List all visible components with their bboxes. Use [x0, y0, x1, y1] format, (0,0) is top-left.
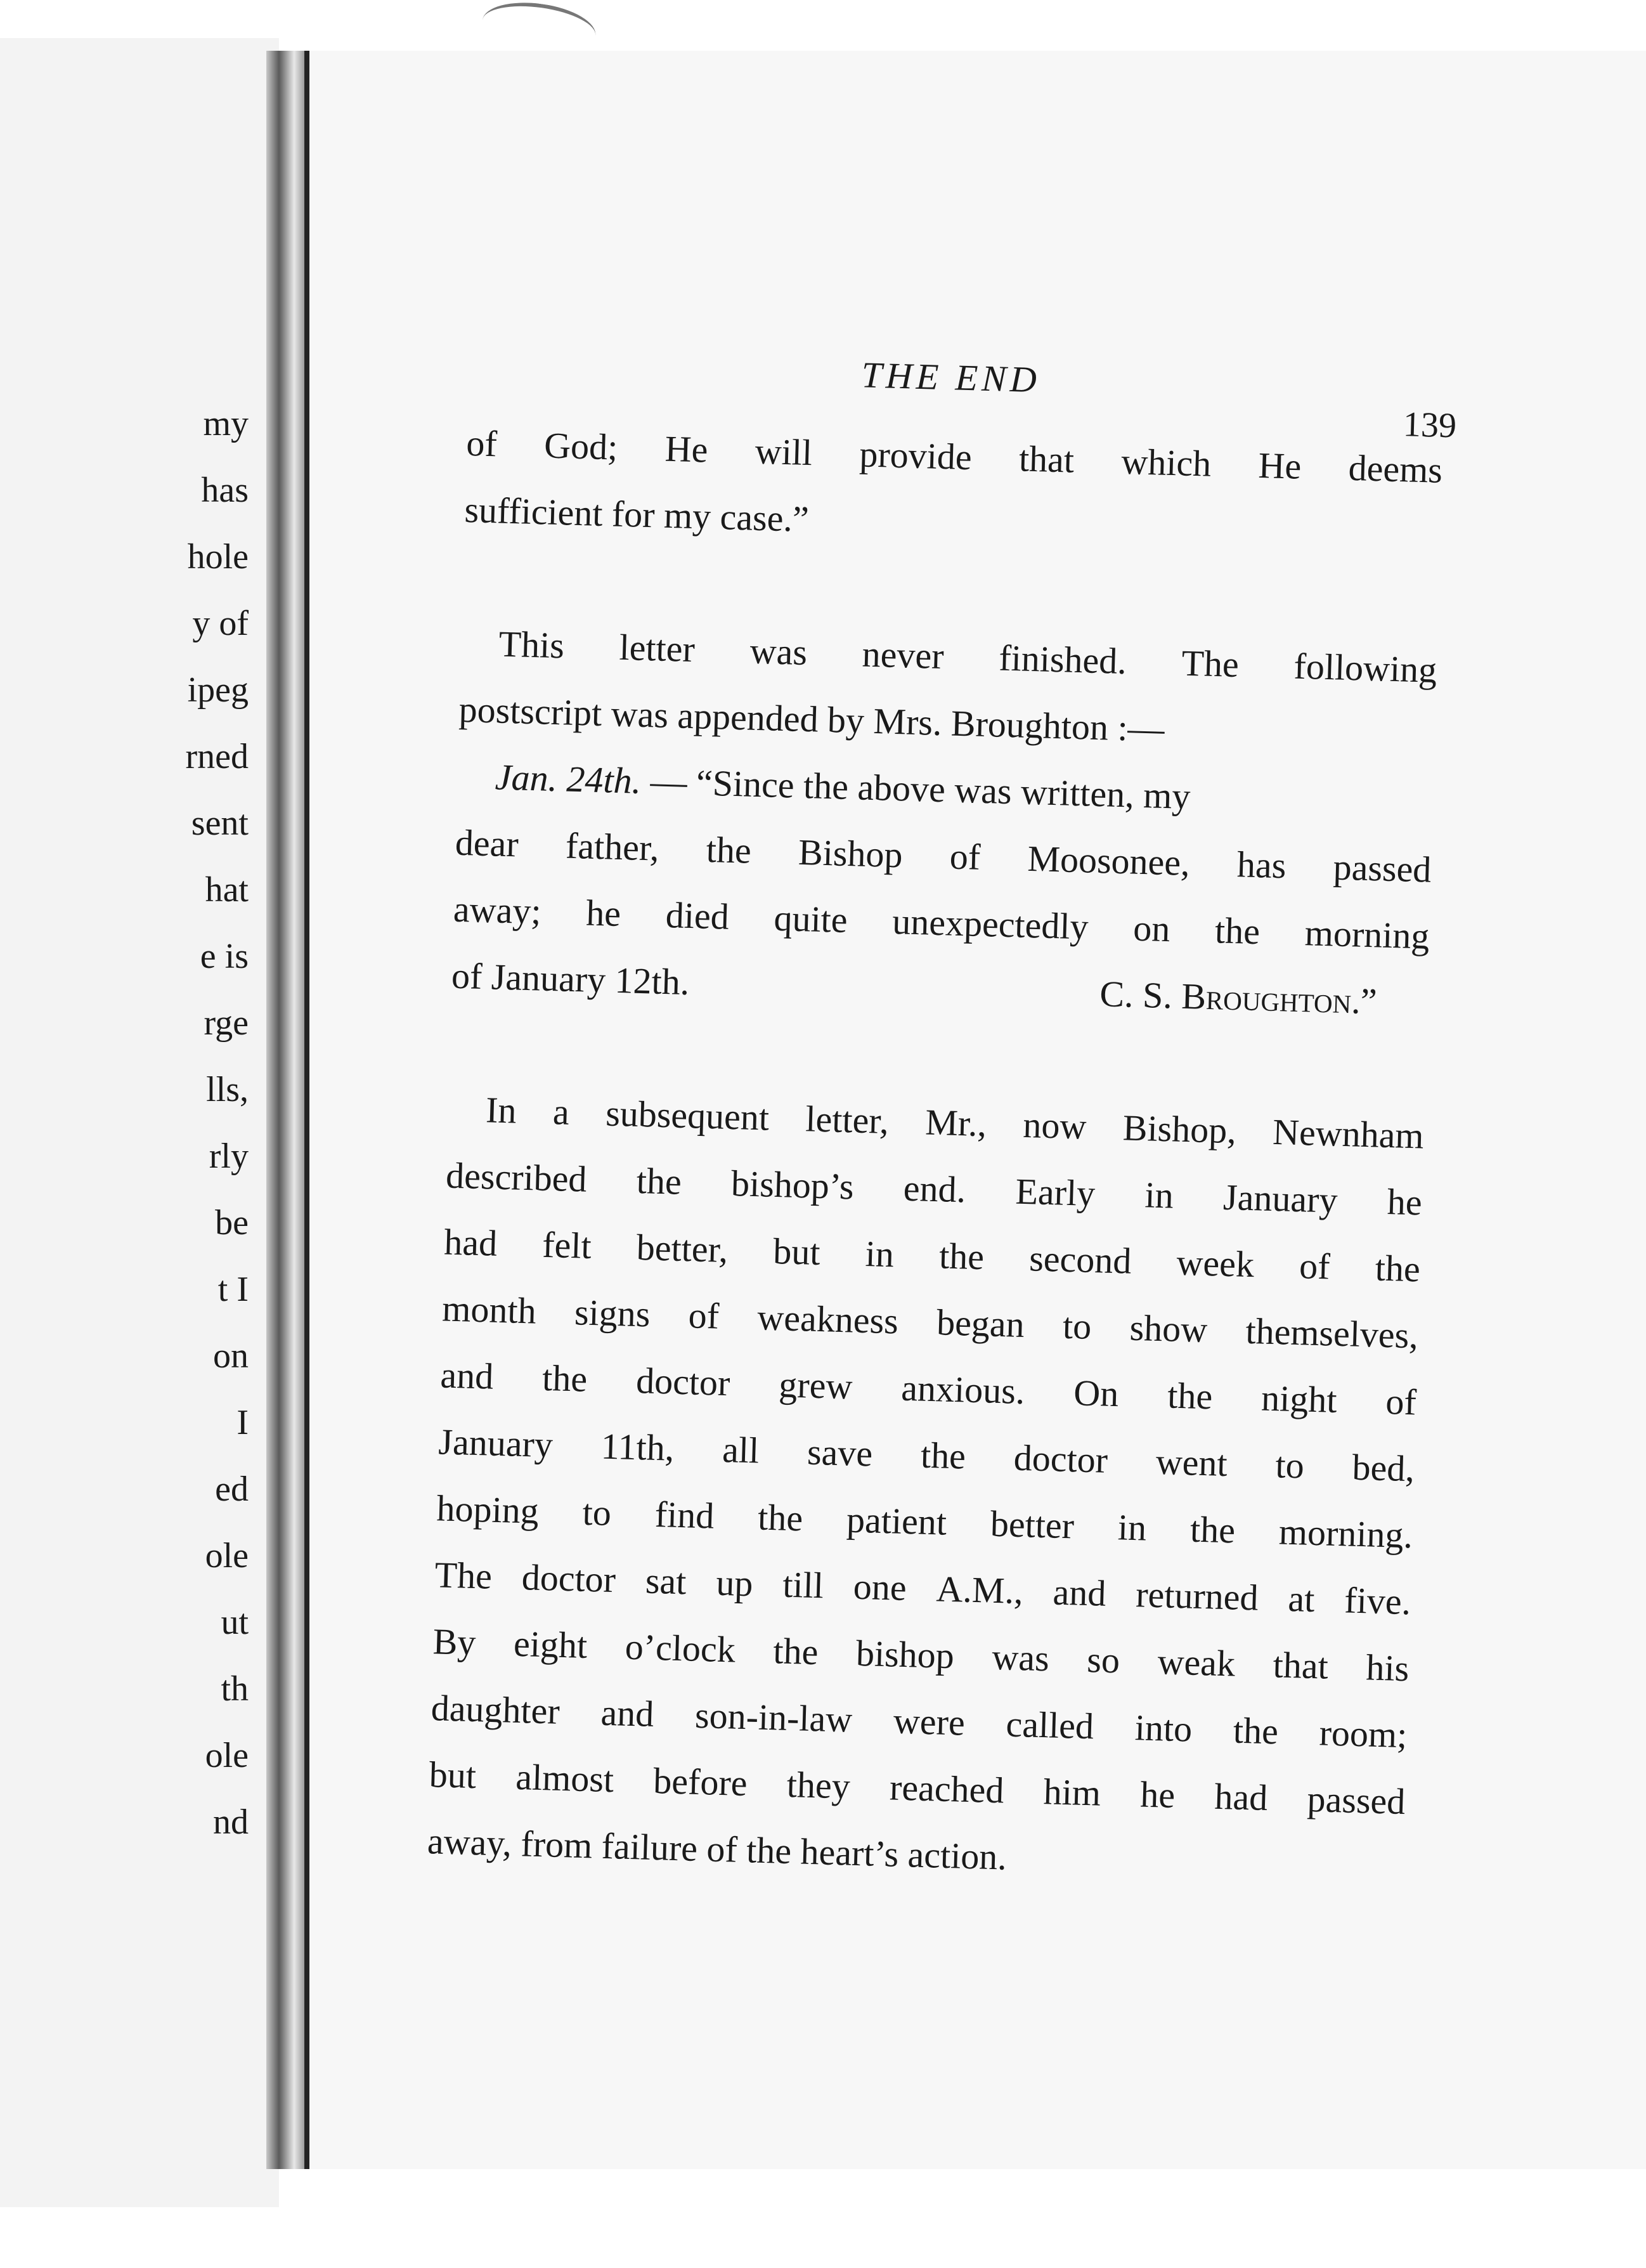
word: a — [552, 1091, 570, 1133]
word: of — [687, 1294, 720, 1337]
word: son-in-law — [694, 1694, 853, 1740]
left-page-fragment: rly — [209, 1137, 249, 1176]
word: doctor — [521, 1556, 616, 1601]
word: on — [1132, 907, 1171, 950]
word: 11th, — [600, 1425, 675, 1469]
word: the — [541, 1357, 588, 1400]
left-page-fragment: rned — [185, 737, 249, 776]
word: find — [654, 1493, 715, 1537]
word: had — [443, 1221, 498, 1264]
word: month — [441, 1287, 537, 1332]
word: in — [864, 1233, 895, 1275]
left-page-fragment: ed — [215, 1470, 249, 1509]
word: has — [1236, 844, 1287, 887]
word: returned — [1135, 1574, 1259, 1619]
running-head: THE END — [860, 354, 1041, 401]
word: doctor — [635, 1360, 731, 1404]
word: of — [465, 422, 498, 465]
word: Moosonee, — [1027, 837, 1191, 884]
word: night — [1260, 1377, 1338, 1421]
word: the — [772, 1630, 819, 1673]
word: bishop’s — [730, 1163, 855, 1208]
word: God; — [543, 424, 619, 468]
text-line-body: away, from failure of the heart’s action. — [427, 1820, 1008, 1878]
word: at — [1287, 1577, 1316, 1620]
left-page-fragment: has — [201, 471, 249, 510]
word: and — [1052, 1571, 1107, 1614]
word: The — [434, 1554, 493, 1597]
word: he — [1387, 1180, 1423, 1223]
word: themselves, — [1245, 1310, 1419, 1357]
word: away; — [453, 888, 542, 932]
word: to — [1274, 1444, 1305, 1487]
word: show — [1129, 1307, 1209, 1351]
word: Bishop — [798, 831, 904, 876]
left-page-fragment: nd — [213, 1802, 249, 1842]
word: In — [485, 1089, 517, 1131]
word: was — [991, 1636, 1050, 1679]
word: On — [1073, 1372, 1120, 1415]
word: to — [1062, 1305, 1092, 1347]
word: Newnham — [1272, 1111, 1425, 1157]
word: He — [1257, 444, 1302, 487]
word: his — [1365, 1646, 1410, 1690]
word: o’clock — [625, 1626, 736, 1671]
word: was — [749, 630, 808, 674]
left-page-fragment: ole — [205, 1736, 249, 1775]
word: save — [807, 1431, 874, 1475]
word: eight — [513, 1622, 588, 1666]
word: second — [1028, 1237, 1132, 1282]
word: which — [1120, 440, 1212, 485]
left-page-fragment: ut — [221, 1603, 249, 1642]
left-page-fragment: sent — [191, 804, 249, 843]
word: had — [1214, 1775, 1269, 1819]
word: of — [949, 835, 982, 878]
word: so — [1086, 1639, 1120, 1681]
word: the — [1214, 909, 1260, 953]
date-label: Jan. 24th. — [494, 756, 642, 802]
left-page-fragment: I — [237, 1403, 249, 1442]
word: the — [757, 1496, 804, 1539]
word: the — [938, 1235, 985, 1278]
word: called — [1005, 1703, 1094, 1747]
word: room; — [1318, 1712, 1408, 1756]
word: and — [600, 1691, 655, 1735]
word: morning. — [1278, 1511, 1413, 1556]
word: the — [706, 828, 752, 871]
word: This — [498, 623, 565, 667]
word: deems — [1347, 446, 1443, 491]
word: The — [1181, 642, 1240, 686]
word: end. — [903, 1167, 967, 1211]
word: bed, — [1351, 1446, 1415, 1490]
word: father, — [565, 824, 660, 869]
left-page-fragment: on — [213, 1336, 249, 1376]
left-page — [0, 38, 279, 2207]
word: that — [1018, 438, 1075, 481]
word: Mr., — [924, 1101, 987, 1145]
word: reached — [889, 1766, 1005, 1811]
word: one — [853, 1565, 907, 1609]
word: he — [1139, 1773, 1176, 1816]
word: better — [990, 1502, 1075, 1547]
word: up — [715, 1561, 754, 1605]
word: better, — [636, 1226, 729, 1270]
word: anxious. — [900, 1367, 1026, 1412]
word: never — [861, 633, 945, 677]
left-page-fragment: t I — [217, 1270, 249, 1309]
left-page-fragment: y of — [192, 604, 249, 643]
word: weakness — [756, 1296, 899, 1342]
word: quite — [773, 897, 848, 941]
word: he — [585, 892, 621, 935]
word: will — [754, 430, 813, 474]
word: five. — [1344, 1579, 1411, 1623]
word: before — [652, 1760, 748, 1804]
word: dear — [455, 821, 519, 865]
word: were — [893, 1700, 966, 1743]
word: described — [445, 1154, 588, 1200]
word: following — [1293, 645, 1438, 691]
word: felt — [541, 1223, 592, 1267]
left-page-fragment: my — [203, 404, 249, 443]
word: into — [1134, 1707, 1193, 1750]
text-line-body: — “Since the above was written, my — [640, 760, 1191, 818]
text-line-body: of January 12th. — [451, 955, 690, 1003]
left-page-fragment: lls, — [206, 1070, 249, 1109]
word: doctor — [1013, 1437, 1108, 1481]
word: till — [782, 1563, 824, 1606]
word: all — [722, 1428, 760, 1471]
word: and — [439, 1354, 495, 1397]
word: provide — [859, 433, 973, 478]
word: the — [1167, 1374, 1214, 1418]
word: but — [429, 1754, 477, 1797]
word: went — [1155, 1440, 1228, 1485]
word: that — [1272, 1644, 1329, 1687]
word: daughter — [430, 1687, 561, 1732]
left-page-fragment: e is — [200, 937, 249, 976]
word: grew — [778, 1364, 853, 1407]
word: of — [1299, 1245, 1331, 1287]
word: the — [1375, 1247, 1421, 1290]
word: him — [1042, 1771, 1101, 1814]
word: bishop — [855, 1632, 955, 1677]
word: but — [772, 1230, 821, 1274]
word: Early — [1014, 1170, 1096, 1215]
word: January — [437, 1421, 554, 1466]
word: the — [636, 1159, 682, 1202]
word: died — [665, 894, 730, 937]
word: in — [1117, 1506, 1148, 1549]
word: passed — [1332, 846, 1432, 890]
word: letter — [618, 626, 696, 670]
word: passed — [1306, 1778, 1406, 1823]
word: unexpectedly — [891, 901, 1089, 948]
word: morning — [1304, 912, 1430, 957]
left-page-fragment: ole — [205, 1536, 249, 1575]
signature: C. S. Broughton.” — [1099, 973, 1378, 1022]
left-page-fragment: hole — [187, 537, 249, 577]
left-page-fragment: hat — [205, 870, 249, 909]
word: the — [1189, 1508, 1236, 1551]
word: now — [1022, 1104, 1087, 1147]
text-line-body: sufficient for my case.” — [463, 488, 810, 540]
text-line-body: postscript was appended by Mrs. Broughton :— — [458, 688, 1165, 750]
word: of — [1385, 1381, 1417, 1423]
word: they — [786, 1763, 851, 1807]
word: in — [1144, 1174, 1174, 1216]
word: By — [432, 1620, 477, 1664]
word: almost — [515, 1756, 614, 1801]
word: weak — [1157, 1641, 1236, 1685]
word: letter, — [805, 1098, 890, 1142]
word: week — [1176, 1241, 1255, 1286]
page-number: 139 — [1403, 405, 1457, 446]
word: signs — [574, 1291, 651, 1335]
word: the — [1233, 1709, 1279, 1752]
left-page-fragment: ipeg — [187, 670, 249, 710]
word: began — [936, 1301, 1025, 1346]
word: the — [920, 1434, 966, 1477]
left-page-fragment: rge — [204, 1003, 249, 1043]
word: to — [581, 1491, 612, 1534]
left-page-fragment: th — [221, 1669, 249, 1709]
word: A.M., — [935, 1568, 1024, 1612]
word: hoping — [436, 1487, 540, 1532]
word: patient — [846, 1499, 947, 1543]
left-page-fragment: be — [215, 1203, 249, 1242]
word: January — [1222, 1176, 1338, 1221]
word: sat — [645, 1560, 687, 1603]
word: finished. — [998, 637, 1127, 682]
word: subsequent — [605, 1092, 770, 1138]
word: He — [664, 427, 709, 471]
word: Bishop, — [1122, 1107, 1237, 1152]
